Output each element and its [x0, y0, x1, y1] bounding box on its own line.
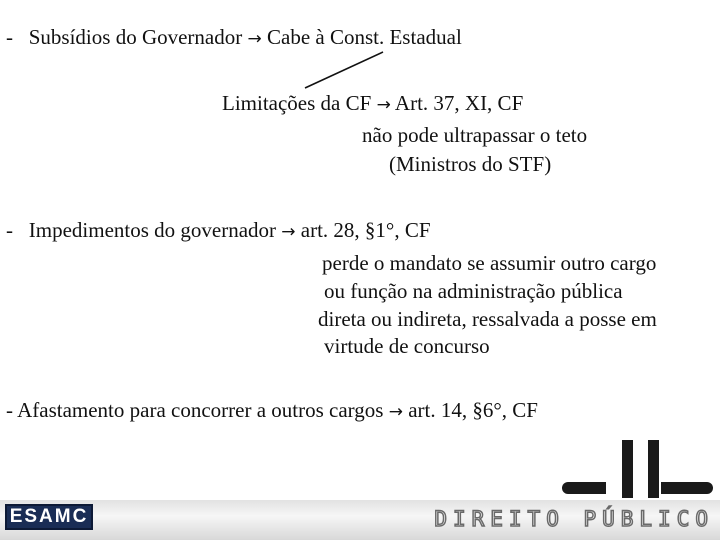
item-2-detail-line: direta ou indireta, ressalvada a posse em — [318, 307, 657, 331]
item-2-detail-line: virtude de concurso — [324, 334, 490, 358]
item-1-result: Cabe à Const. Estadual — [267, 25, 462, 49]
item-1-text: Subsídios do Governador — [28, 25, 243, 49]
bullet: - — [6, 25, 13, 49]
esamc-logo: ESAMC — [5, 504, 93, 530]
item-1-sub-text: Limitações da CF — [222, 91, 372, 115]
item-3-text: Afastamento para concorrer a outros cargos — [17, 398, 384, 422]
item-1-sub-line-3: (Ministros do STF) — [389, 152, 552, 176]
bullet: - — [6, 218, 13, 242]
section-title: DIREITO PÚBLICO — [434, 507, 714, 531]
item-2-detail-line: ou função na administração pública — [324, 279, 623, 303]
arrow-right-icon: → — [388, 402, 403, 422]
item-1-sub-line-2: não pode ultrapassar o teto — [362, 123, 588, 147]
arrow-right-icon: → — [247, 29, 262, 49]
arrow-right-icon: → — [376, 95, 391, 115]
item-2-text: Impedimentos do governador — [28, 218, 277, 242]
arrow-right-icon: → — [281, 222, 296, 242]
item-1-sub-line — [222, 90, 523, 118]
item-2-line — [6, 217, 431, 245]
item-1-sub-result: Art. 37, XI, CF — [394, 91, 524, 115]
item-3-line — [6, 397, 538, 425]
item-2-detail-line: perde o mandato se assumir outro cargo — [322, 251, 657, 275]
item-3-result: art. 14, §6°, CF — [408, 398, 538, 422]
item-2-result: art. 28, §1°, CF — [300, 218, 431, 242]
bullet: - — [6, 398, 18, 422]
